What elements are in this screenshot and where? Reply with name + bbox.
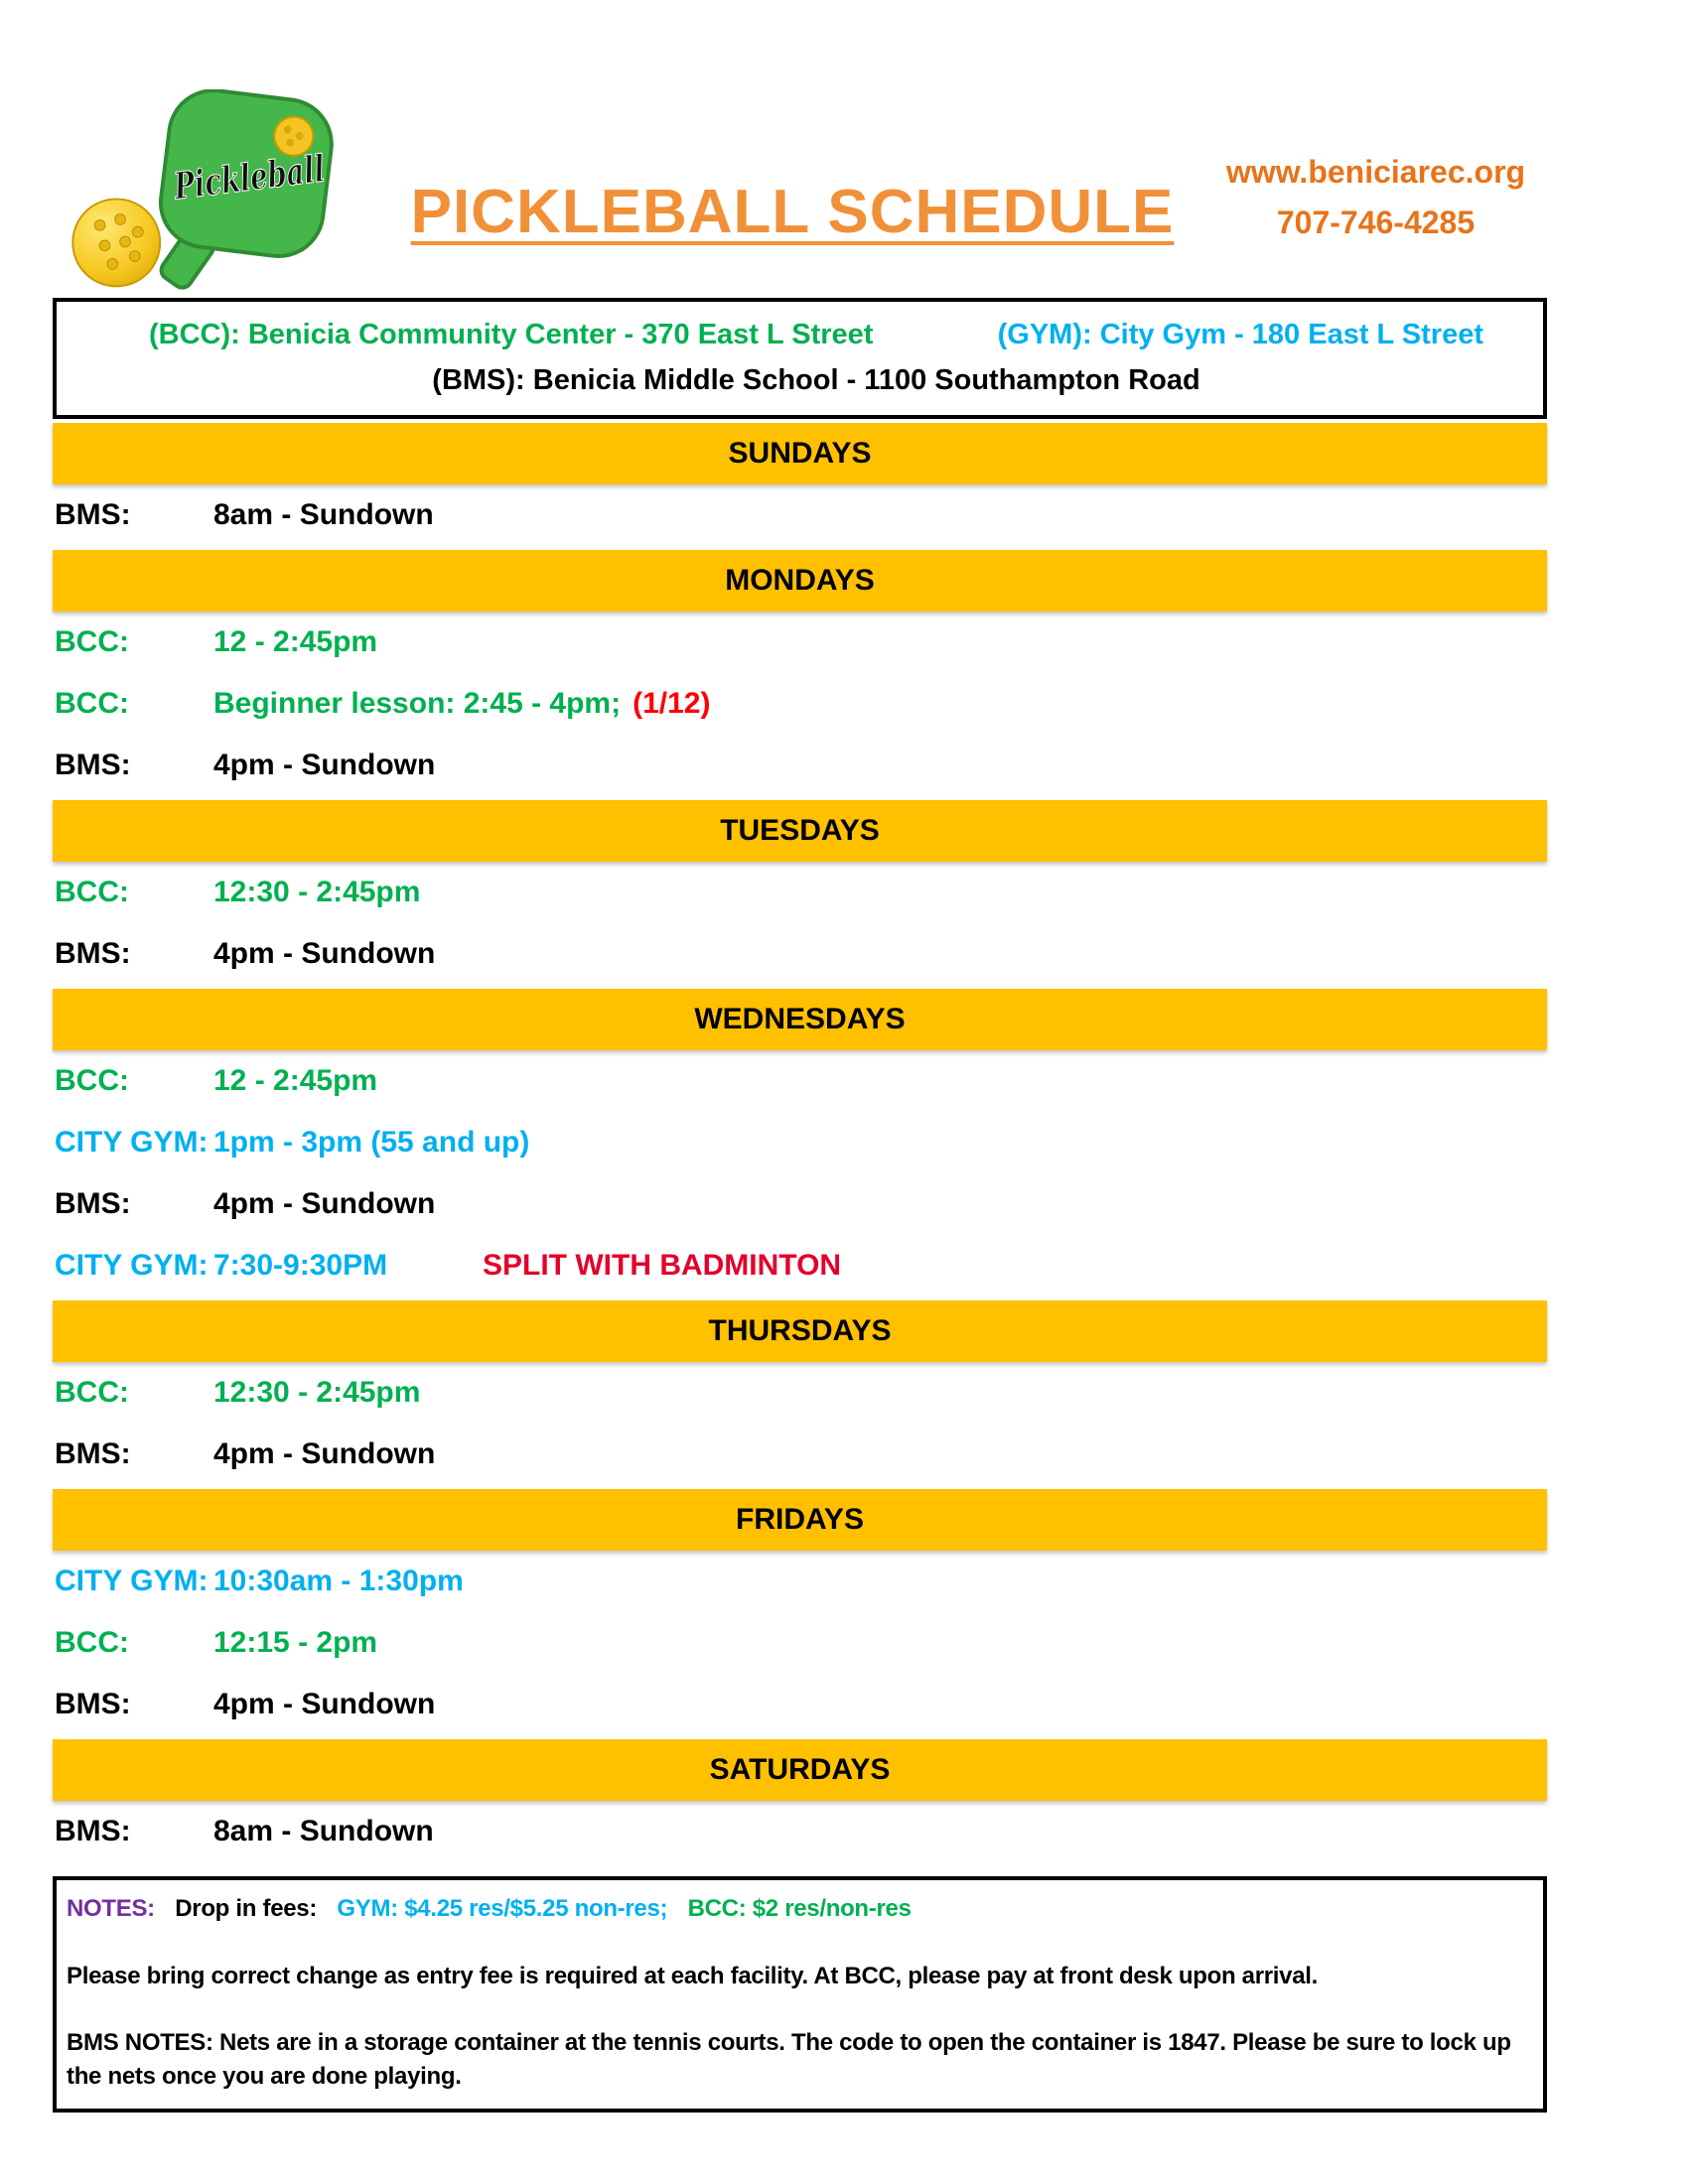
gym-fee: GYM: $4.25 res/$5.25 non-res;	[337, 1895, 668, 1922]
contact-info	[1209, 147, 1542, 248]
row-time: 12 - 2:45pm	[213, 1064, 378, 1097]
row-location-label: BCC:	[55, 1376, 129, 1409]
row-location-label: BMS:	[55, 1437, 131, 1470]
row-time: 12 - 2:45pm	[213, 625, 378, 658]
row-location-label: BMS:	[55, 749, 131, 781]
page-title: PICKLEBALL SCHEDULE	[410, 178, 1175, 246]
schedule-row	[53, 673, 1547, 735]
pickleball-paddle-icon	[53, 89, 370, 303]
row-location-label: CITY GYM:	[55, 1126, 209, 1159]
pickleball-logo	[53, 89, 370, 303]
row-time: 4pm - Sundown	[213, 1437, 436, 1470]
location-bcc: (BCC): Benicia Community Center - 370 East L Street	[149, 319, 874, 350]
row-time: 4pm - Sundown	[213, 1688, 436, 1720]
schedule-row	[53, 484, 1547, 546]
schedule	[53, 423, 1547, 1862]
schedule-row	[53, 1050, 1547, 1112]
schedule-row	[53, 1674, 1547, 1735]
row-time: 12:30 - 2:45pm	[213, 876, 421, 908]
row-location-label: CITY GYM:	[55, 1565, 209, 1597]
row-time: 12:15 - 2pm	[213, 1626, 378, 1659]
row-time: 4pm - Sundown	[213, 937, 436, 970]
day-header-tuesdays: TUESDAYS	[53, 800, 1547, 862]
notes-label: NOTES:	[67, 1895, 155, 1922]
row-location-label: BMS:	[55, 1688, 131, 1720]
day-header-thursdays: THURSDAYS	[53, 1300, 1547, 1362]
day-header-mondays: MONDAYS	[53, 550, 1547, 612]
schedule-row	[53, 735, 1547, 796]
row-time: 4pm - Sundown	[213, 1187, 436, 1220]
phone-number: 707-746-4285	[1276, 205, 1476, 241]
notes-box	[53, 1876, 1547, 2113]
row-time: Beginner lesson: 2:45 - 4pm;	[213, 687, 622, 720]
locations-box	[53, 298, 1547, 419]
row-location-label: CITY GYM:	[55, 1249, 209, 1282]
row-location-label: BMS:	[55, 498, 131, 531]
schedule-row	[53, 862, 1547, 923]
row-time: 12:30 - 2:45pm	[213, 1376, 421, 1409]
schedule-row	[53, 1612, 1547, 1674]
header	[53, 60, 1547, 298]
locations-line-1	[149, 312, 1483, 357]
drop-in-fees-label: Drop in fees:	[175, 1895, 318, 1922]
row-time: 8am - Sundown	[213, 1815, 434, 1847]
row-location-label: BMS:	[55, 937, 131, 970]
schedule-row	[53, 612, 1547, 673]
row-time: 10:30am - 1:30pm	[213, 1565, 464, 1597]
row-time: 1pm - 3pm (55 and up)	[213, 1126, 530, 1159]
row-location-label: BMS:	[55, 1815, 131, 1847]
website-text: www.beniciarec.org	[1225, 154, 1526, 190]
row-note: SPLIT WITH BADMINTON	[483, 1249, 842, 1282]
notes-fees-line	[67, 1892, 1527, 1926]
row-time: 8am - Sundown	[213, 498, 434, 531]
day-header-wednesdays: WEDNESDAYS	[53, 989, 1547, 1050]
row-location-label: BCC:	[55, 1626, 129, 1659]
location-bms: (BMS): Benicia Middle School - 1100 Southampton Road	[432, 364, 1200, 396]
svg-text:Pickleball: Pickleball	[171, 139, 370, 208]
locations-line-2	[149, 357, 1483, 403]
schedule-row	[53, 923, 1547, 985]
schedule-row	[53, 1424, 1547, 1485]
location-gym: (GYM): City Gym - 180 East L Street	[997, 319, 1483, 350]
schedule-row	[53, 1112, 1547, 1173]
day-header-sundays: SUNDAYS	[53, 423, 1547, 484]
row-location-label: BCC:	[55, 1064, 129, 1097]
schedule-row	[53, 1235, 1547, 1297]
row-location-label: BMS:	[55, 1187, 131, 1220]
bcc-fee: BCC: $2 res/non-res	[687, 1895, 912, 1922]
row-time: 4pm - Sundown	[213, 749, 436, 781]
schedule-row	[53, 1551, 1547, 1612]
row-location-label: BCC:	[55, 687, 129, 720]
day-header-saturdays: SATURDAYS	[53, 1739, 1547, 1801]
schedule-row	[53, 1173, 1547, 1235]
schedule-row	[53, 1801, 1547, 1862]
row-location-label: BCC:	[55, 625, 129, 658]
row-note: (1/12)	[633, 687, 711, 720]
row-time: 7:30-9:30PM	[213, 1249, 388, 1282]
schedule-row	[53, 1362, 1547, 1424]
row-location-label: BCC:	[55, 876, 129, 908]
day-header-fridays: FRIDAYS	[53, 1489, 1547, 1551]
bms-storage-note: BMS NOTES: Nets are in a storage container at the tennis courts. The code to open the container is 1847. Please be sure to lock up the nets once you are done playing.	[67, 2029, 1511, 2090]
correct-change-note: Please bring correct change as entry fee is required at each facility. At BCC, please pay at front desk upon arrival.	[67, 1962, 1319, 1989]
